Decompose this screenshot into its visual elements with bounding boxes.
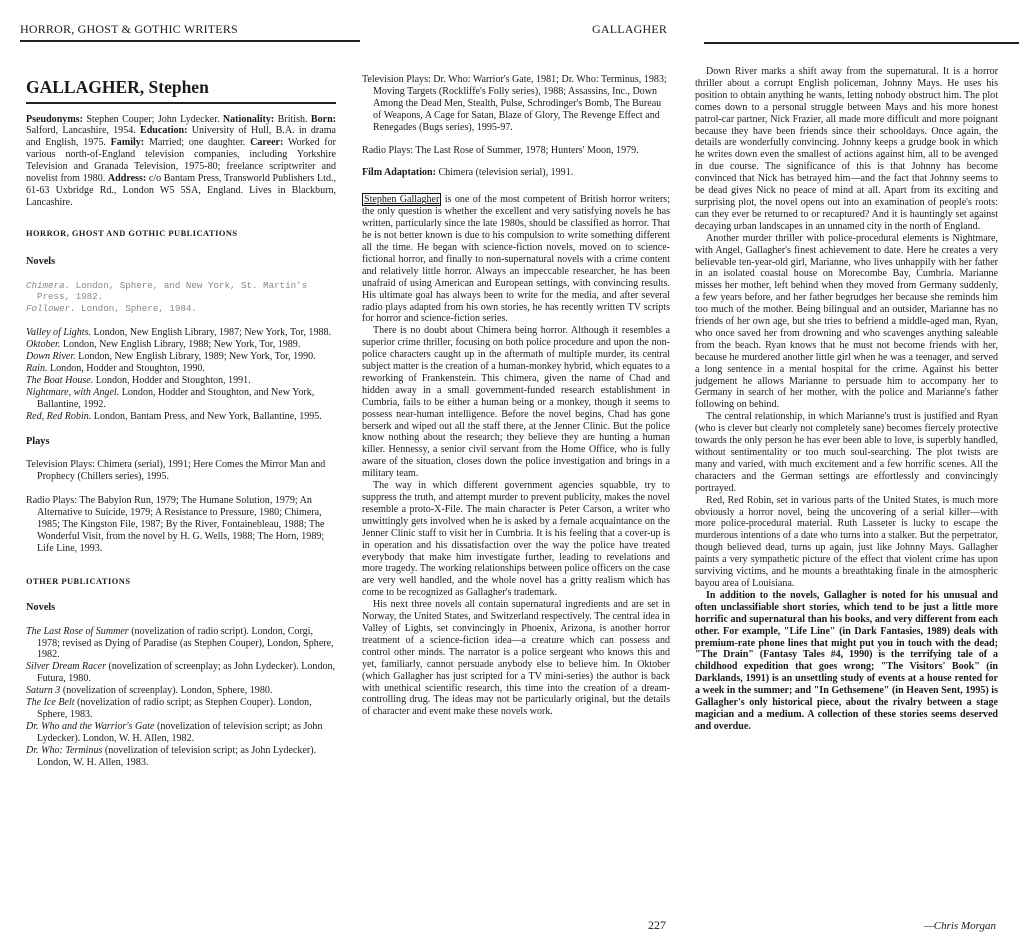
plays-heading: Plays	[26, 435, 50, 447]
list-item: Oktober. London, New English Library, 1988; New York, Tor, 1989.	[26, 339, 301, 351]
list-item: Valley of Lights. London, New English Library, 1987; New York, Tor, 1988.	[26, 327, 332, 339]
list-item: The Ice Belt (novelization of radio script; as Stephen Couper). London, Sphere, 1983.	[26, 697, 312, 720]
highlighted-name[interactable]: Stephen Gallagher	[364, 194, 440, 206]
essay-paragraph: Stephen Gallagher is one of the most competent of British horror writers; the only question is whether the excellent and very satisfying novels he has written, particularly since the late 1980s, should be classified as horror. That he is not better known is due to his compulsion to write something different all the time. He began with science-fiction novels, moved on to science-fictional horror, and finally to non-supernatural novels with a crime content and relatively little horror. Always an impeccable researcher, he has been unafraid of using American and European settings, with convincing results. His ultimate goal has always been to write for the media, and after several radio plays adapted from his own stories, he has recently written TV scripts for horror and science-fiction series.	[362, 194, 670, 325]
novels-list	[26, 327, 336, 422]
column-2	[362, 74, 670, 718]
essay-paragraph: His next three novels all contain supernatural ingredients and are set in Norway, the United States, and Switzerland respectively. The central idea in Valley of Lights, set convincingly in Phoenix, Arizona, is another horror treatment of a science-fiction idea—a creature which can possess and control other minds. The narrator is a police sergeant who knows this and yet, familiarly, cannot persuade anybody else to believe him. In Oktober (which Gallagher has just scripted for a TV mini-series) the author is back with unethical scientific research, this time into the creation of a dream-controlling drug. The ideas may not be particularly original, but the details of character and event make these novels work.	[362, 599, 670, 718]
entry-title: GALLAGHER, Stephen	[26, 77, 209, 97]
other-publications-heading: OTHER PUBLICATIONS	[26, 576, 131, 586]
list-item: Saturn 3 (novelization of screenplay). London, Sphere, 1980.	[26, 685, 273, 697]
essay-paragraph: In addition to the novels, Gallagher is noted for his unusual and often unclassifiable short stories, which tend to be just a little more horrific and supernatural than his books, and very different from each other. For example, "Life Line" (in Dark Fantasies, 1989) deals with premium-rate phone lines that might put you in touch with the dead; "The Drain" (Fantasy Tales #4, 1990) is the terrifying tale of a childhood expedition that goes wrong; "The Visitors' Book" (in Darklands, 1991) is an unsettling study of events at a house rented for a week in the summer; and "In Gethsemene" (in Heaven Sent, 1995) is Gallagher's only historical piece, about the rivalry between a stage magician and a medium. A collection of these stories seems deserved and overdue.	[695, 589, 998, 732]
other-novels-heading: Novels	[26, 601, 56, 613]
plays-radio: Radio Plays: The Babylon Run, 1979; The Humane Solution, 1979; An Alternative to Suicide, 1979; A Resistance to Pressure, 1980; Chimera, 1985; The Kingston File, 1987; By the River, Fontainebleau, 1988; The Wonderful Visit, from the novel by H. G. Wells, 1988; The Horn, 1989; Life Line, 1993.	[26, 495, 325, 554]
running-header-left: HORROR, GHOST & GOTHIC WRITERS	[20, 22, 238, 36]
publications-heading: HORROR, GHOST AND GOTHIC PUBLICATIONS	[26, 228, 238, 238]
essay-paragraph: Another murder thriller with police-procedural elements is Nightmare, with Angel, Gallagher's finest achievement to date. Here he creates a very believable ten-year-old girl, Marianne, who lives unhappily with her father in an isolated coastal house on Morecombe Bay, Cumbria. Marianne misses her mother, left behind when they moved from Germany suddenly, a few years before, and her father begrudges her because she reminds him too much of the mother. Being bilingual and an outsider, Marianne has no friends of her own age, but she tries to befriend a middle-aged man, Ryan, who once saved her from drowning and who scavenges anything saleable from the beach. Ryan knows that he must not become friends with her, because he murdered another little girl when he was a teenager, and served a long sentence in a mental hospital for the crime. Against his better judgement he allows Marianne to persuade him to accompany her to Germany in search of her mother, with the police and Marianne's father following on behind.	[695, 232, 998, 411]
essay-paragraph: Down River marks a shift away from the supernatural. It is a horror thriller about a corrupt English policeman, Johnny Mays. He uses his position to obtain anything he wants, letting nobody obstruct him. The plot comes down to a personal struggle between Mays and his more honest patrol-car partner, Nick Frazier, all made more difficult and more poignant because they have been friends since their schooldays. Once again, the details are wonderfully convincing. Johnny keeps a grudge book in which he writes down even the smallest of actions against him, all to be avenged in due course. The significance of this is that Johnny has become convinced that Nick has betrayed him—and the fact that Johnny seems to be dead gives Nick no peace of mind at all. Apart from its exciting and surprising plot, the novel opens out into an examination of people's roots: can they ever be returned to or recaptured? And it is hauntingly set against decaying urban landscapes in an unnamed city in the north of England.	[695, 66, 998, 232]
plays-television: Television Plays: Chimera (serial), 1991; Here Comes the Mirror Man and Prophecy (Chillers series), 1995.	[26, 459, 326, 483]
list-item: Follower. London, Sphere, 1984.	[26, 303, 197, 315]
television-plays: Television Plays: Dr. Who: Warrior's Gate, 1981; Dr. Who: Terminus, 1983; Moving Targets (Rockliffe's Folly series), 1988; Assassins, Inc., Down Among the Dead Men, Stealth, Pulse, Schrodinger's Bomb, The Bureau of Weapons, A Cage for Satan, Blaze of Glory, The Revenge Effect and Renegades (Bugs series), 1995-97.	[362, 74, 667, 133]
early-novels-list	[26, 280, 336, 316]
essay-paragraph: Red, Red Robin, set in various parts of the United States, is much more obviously a horror novel, being the uncovering of a serial killer—with more police-procedural material. Ruth Lasseter is lucky to escape the murderous intentions of a date who turns into a stalker. But the perpetrator, though believed dead, turns up again, just like Johnny Mays. Gallagher paints a very sympathetic picture of the effect that violent crime has upon surviving victims, and he mounts a breathtaking finale in the atmospheric bayou area of Louisiana.	[695, 494, 998, 589]
column-3	[695, 66, 998, 733]
list-item: Dr. Who: Terminus (novelization of television script; as John Lydecker). London, W. H. Allen, 1983.	[26, 744, 317, 768]
header-rule-left	[20, 40, 360, 42]
other-novels-list	[26, 626, 336, 769]
list-item: Down River. London, New English Library, 1989; New York, Tor, 1990.	[26, 351, 316, 363]
list-item: Red, Red Robin. London, Bantam Press, and New York, Ballantine, 1995.	[26, 410, 322, 422]
essay-paragraph: The central relationship, in which Marianne's trust is justified and Ryan (who is clever but clearly not completely sane) becomes fiercely protective towards the only person he has ever been able to love, is superbly handled, without sentimentality or too much soul-searching. The plot twists are many and varied, with much excitement and a few horrific scenes. All the characters and the German settings are effortlessly and convincingly portrayed.	[695, 411, 998, 494]
essay-paragraph: There is no doubt about Chimera being horror. Although it resembles a superior crime thriller, focusing on both police procedure and upon the non-police characters caught up in the aftermath of multiple murder, its central subject matter is the creation of a human-monkey hybrid, which equates to a reworking of Frankenstein. This chimera, given the name of Chad and hidden away in a small government-funded research establishment in Cumbria, fails to be either a human being or a monkey, though it seems to possess near-human intelligence. Before the novel begins, Chad has gone berserk and wiped out all the staff there, at the Jenner Clinic. But the police know nothing about the research; they believe they are hunting a human killer. Hennessy, a senior civil servant from the Home Office, who is fully aware of the situation, closes down the police investigation and brings in a military team.	[362, 325, 670, 480]
film-adaptation: Film Adaptation: Chimera (television serial), 1991.	[362, 167, 574, 179]
page-number: 227	[648, 918, 666, 932]
list-item: Dr. Who and the Warrior's Gate (novelization of television script; as John Lydecker). London, W. H. Allen, 1982.	[26, 720, 323, 744]
novels-heading: Novels	[26, 255, 56, 267]
header-rule-right	[704, 42, 1019, 44]
list-item: The Last Rose of Summer (novelization of radio script). London, Corgi, 1978; revised as Dying of Paradise (as Stephen Couper), London, Sphere, 1982.	[26, 625, 334, 661]
essay-paragraph: The way in which different government agencies squabble, try to suppress the truth, and attempt murder to prevent publicity, makes the novel resemble a proto-X-File. The main character is Peter Carson, a writer who unwittingly gets involved when he is asked by a female acquaintance on the Jenner Clinic staff to visit her in Cumbria. It is his feeling that a cover-up is in operation and his dissatisfaction over the way the police have treated everybody that make him investigate further, leading to revelations and more tragedy. The working relationships between police officers on the case are very well handled, and the whole novel has a gritty realism which has come to be recognized as Gallagher's trademark.	[362, 480, 670, 599]
list-item: Rain. London, Hodder and Stoughton, 1990.	[26, 363, 205, 374]
radio-plays: Radio Plays: The Last Rose of Summer, 1978; Hunters' Moon, 1979.	[362, 144, 639, 156]
author-signature: —Chris Morgan	[923, 920, 996, 932]
list-item: Chimera. London, Sphere, and New York, St. Martin's Press, 1982.	[26, 279, 308, 303]
title-rule	[26, 102, 336, 104]
list-item: Nightmare, with Angel. London, Hodder and Stoughton, and New York, Ballantine, 1992.	[26, 386, 315, 410]
column-1	[26, 76, 336, 768]
list-item: Silver Dream Racer (novelization of screenplay; as John Lydecker). London, Futura, 1980.	[26, 661, 336, 685]
running-header-right: GALLAGHER	[592, 22, 668, 36]
list-item: The Boat House. London, Hodder and Stoughton, 1991.	[26, 374, 251, 386]
author-bio: Pseudonyms: Stephen Couper; John Lydecker. Nationality: British. Born: Salford, Lancashire, 1954. Education: University of Hull, B.A. in drama and English, 1975. Family: Married; one daughter. Career: Worked for various north-of-England television companies, including Yorkshire Television and Granada Television, 1975-80; freelance scriptwriter and novelist from 1980. Address: c/o Bantam Press, Transworld Publishers Ltd., 61-63 Uxbridge Rd., London W5 5SA, England. Lives in Blackburn, Lancashire.	[26, 113, 337, 208]
